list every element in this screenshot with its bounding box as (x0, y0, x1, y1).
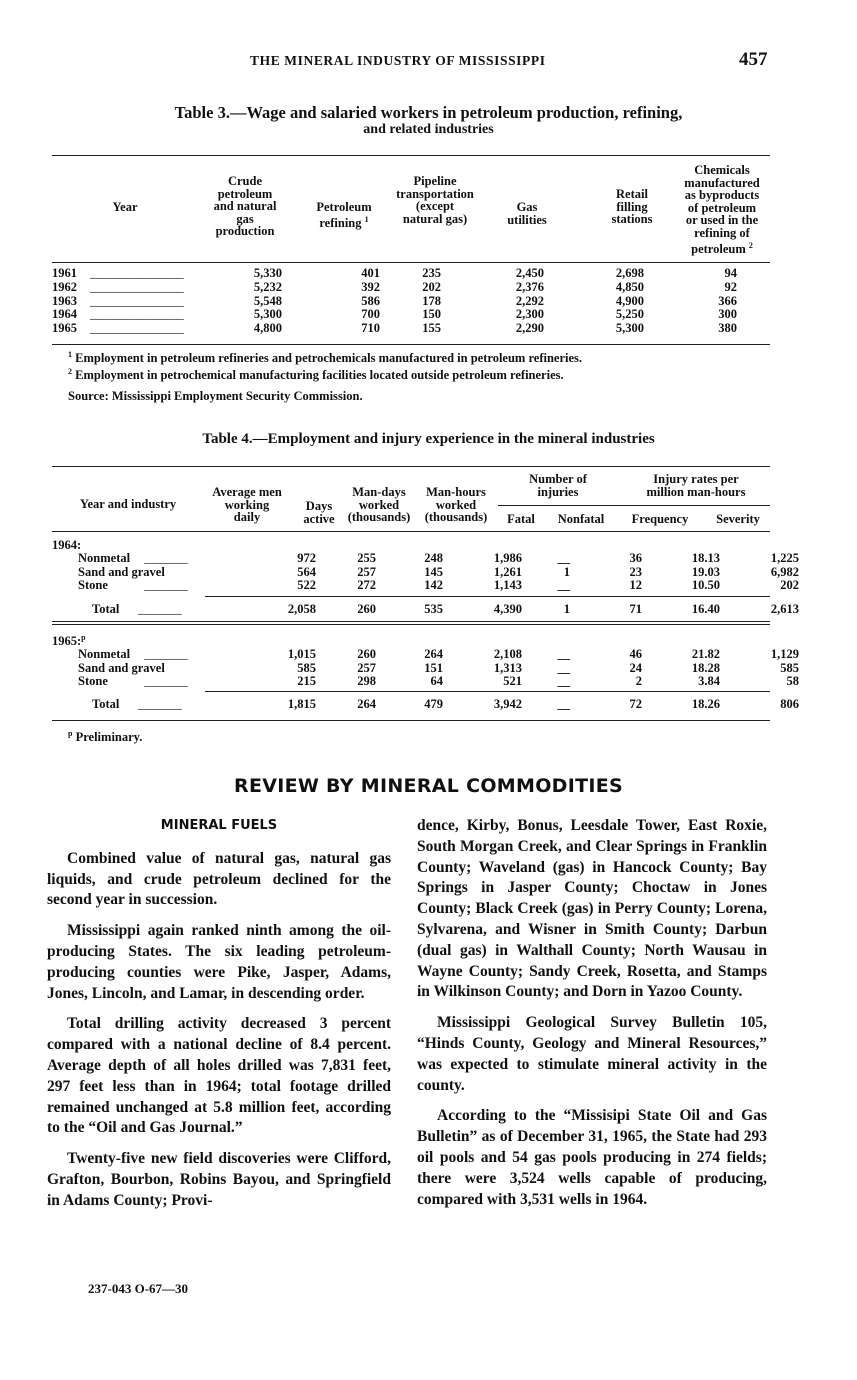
leader-dots: _______________ (90, 266, 184, 280)
hdr-line: working (224, 497, 270, 512)
table3-caption-line2: and related industries (363, 122, 494, 137)
cell-pipeline: 150 (422, 307, 441, 322)
cell-gas: 2,300 (515, 307, 544, 322)
cell-pipeline: 155 (422, 321, 441, 336)
cell-days: 255 (357, 551, 376, 565)
hdr-line: utilities (507, 212, 547, 227)
paragraph: Combined value of natural gas, natural gas liquids, and crude petroleum declined for the second year in succession. (47, 849, 391, 909)
cell-chemicals: 92 (724, 279, 737, 294)
cell-retail: 4,850 (615, 279, 644, 294)
paragraph: dence, Kirby, Bonus, Leesdale Tower, East Roxie, South Morgan Creek, and Clear Springs in Franklin County; Waveland (gas) in Hancock County; Bay Springs in Jasper County; Choctaw in Jones County; Black Creek (gas) in Perry County; Lorena, Sylvarena, and Wisner in Smith County; Darbun (dual gas) in Walthall County; North Wausau in Wayne County; Sandy Creek, Rosetta, and Stamps in Wilkinson County; and Dorn in Yazoo County. (417, 817, 767, 1001)
cell-year: 1965 (52, 321, 77, 336)
table3-header-pipeline (376, 175, 494, 225)
cell-man-hours: 1,261 (493, 564, 522, 579)
cell-chemicals: 366 (718, 293, 737, 308)
cell-nonfatal: 12 (629, 578, 642, 592)
cell-retail: 5,250 (615, 307, 644, 322)
hdr-line: as byproducts (684, 188, 760, 203)
running-head: THE MINERAL INDUSTRY OF MISSISSIPPI (250, 53, 546, 68)
leader-dots: _______________ (90, 307, 184, 322)
cell-industry: Nonmetal (78, 551, 131, 565)
cell-crude: 5,300 (253, 307, 282, 322)
cell-refining: 710 (361, 321, 380, 336)
cell-severity: 6,982 (770, 564, 799, 579)
table4-footnote (68, 727, 142, 744)
hdr-line: Gas (516, 200, 538, 214)
cell-chemicals: 300 (718, 307, 737, 322)
cell-refining: 392 (361, 279, 380, 294)
paragraph: Mississippi Geological Survey Bulletin 105, “Hinds County, Geology and Mineral Resources,” was expected to stimulate mineral activity in the county. (417, 1014, 767, 1094)
table3-header-chemicals (670, 164, 774, 255)
table-row (52, 280, 770, 294)
cell-crude: 4,800 (253, 321, 282, 336)
hdr-line: manufactured (684, 175, 760, 190)
section-title: REVIEW BY MINERAL COMMODITIES (234, 775, 623, 797)
table4-header-man-hours (416, 486, 496, 524)
cell-year: 1962 (52, 279, 77, 294)
table4-header-year-industry: Year and industry (79, 497, 177, 511)
hdr-line (670, 240, 774, 256)
cell-severity: 585 (780, 660, 799, 675)
table3-top-rule (52, 155, 770, 156)
table-row (52, 307, 770, 321)
cell-fatal: __ (557, 647, 570, 661)
cell-men: 972 (297, 551, 316, 565)
cell-days: 260 (357, 602, 376, 616)
table4-header-days (293, 500, 345, 525)
group-year: 1964: (52, 538, 82, 552)
cell-nonfatal: 23 (629, 564, 642, 579)
cell-man-days: 535 (424, 602, 443, 616)
table3-footnote-1 (68, 348, 768, 365)
hdr-line: transportation (396, 186, 474, 201)
hdr-line: daily (233, 510, 261, 525)
table4-header-injuries-group (500, 473, 616, 498)
hdr-line: Man-hours (426, 485, 486, 499)
hdr-line: Injury rates per (653, 472, 739, 486)
leader-dots: _______ (138, 697, 182, 711)
cell-refining: 586 (361, 293, 380, 308)
leader-dots: _______ (144, 578, 188, 592)
table3-footnotes (68, 348, 768, 403)
footnote-text: Employment in petroleum refineries and petrochemicals manufactured in petroleum refineries. (75, 351, 583, 366)
hdr-line: Chemicals (694, 163, 750, 177)
cell-industry: Total (92, 602, 120, 616)
table4-header-man-days (341, 486, 417, 524)
cell-frequency: 18.13 (691, 551, 720, 565)
hdr-line: Retail (616, 187, 648, 201)
cell-severity: 1,225 (770, 551, 799, 565)
cell-industry: Sand and gravel (78, 564, 165, 579)
table-rule (205, 596, 770, 597)
cell-nonfatal: 36 (629, 551, 642, 565)
subsection-title: MINERAL FUELS (160, 818, 278, 833)
leader-dots: _______________ (90, 321, 184, 336)
cell-frequency: 21.82 (691, 647, 720, 661)
table4-header-severity: Severity (716, 512, 760, 526)
table3-bottom-rule (52, 344, 770, 345)
cell-fatal: __ (557, 551, 570, 565)
cell-frequency: 18.26 (691, 697, 720, 711)
cell-frequency: 18.28 (691, 660, 720, 675)
cell-crude: 5,232 (253, 279, 282, 294)
cell-fatal: __ (557, 578, 570, 592)
cell-industry: Total (92, 697, 120, 711)
cell-days: 264 (357, 697, 376, 711)
cell-year: 1961 (52, 266, 77, 280)
cell-pipeline: 178 (422, 293, 441, 308)
table4-header-rates-group (622, 473, 770, 498)
print-code: 237-043 O-67—30 (88, 1281, 189, 1296)
cell-severity: 202 (780, 578, 799, 592)
table-rule (205, 691, 770, 692)
hdr-line: Man-days (352, 485, 406, 499)
table4-group-rule (498, 505, 770, 506)
cell-severity: 2,613 (770, 602, 799, 616)
table3-header-crude (195, 175, 295, 238)
cell-severity: 806 (780, 697, 799, 711)
paragraph: Total drilling activity decreased 3 percent compared with a national decline of 8.4 percent. Average depth of all holes drilled was 7,831 feet, 297 feet less than in 1964; total footage drilled remained unchanged at 5.8 million feet, according to the “Oil and Gas Journal.” (47, 1015, 391, 1137)
hdr-line: of petroleum (687, 200, 757, 215)
hdr-line: stations (611, 212, 653, 227)
page-number: 457 (739, 49, 768, 70)
cell-nonfatal: 24 (629, 660, 642, 675)
cell-man-days: 479 (424, 697, 443, 711)
table3-caption-line1: Table 3.—Wage and salaried workers in petroleum production, refining, (174, 103, 683, 122)
cell-fatal: __ (557, 660, 570, 675)
hdr-line: refining of (694, 225, 750, 240)
cell-chemicals: 94 (724, 266, 737, 280)
table4-header-avg-men (196, 486, 298, 524)
cell-pipeline: 235 (422, 266, 441, 280)
cell-men: 585 (297, 660, 316, 675)
cell-man-days: 64 (430, 674, 443, 688)
cell-industry: Stone (78, 578, 108, 592)
cell-frequency: 16.40 (691, 602, 720, 616)
hdr-line: filling (616, 199, 648, 214)
footnote-mark: 1 (68, 350, 72, 359)
paragraph: Twenty-five new field discoveries were Clifford, Grafton, Bourbon, Robins Bayou, and Springfield in Adams County; Provi- (47, 1150, 391, 1209)
cell-gas: 2,292 (515, 293, 544, 308)
cell-days: 257 (357, 564, 376, 579)
cell-crude: 5,330 (253, 266, 282, 280)
hdr-line: and natural (213, 199, 277, 214)
cell-retail: 4,900 (615, 293, 644, 308)
hdr-text: petroleum (691, 241, 746, 256)
cell-days: 257 (357, 660, 376, 675)
cell-man-days: 248 (424, 551, 443, 565)
cell-gas: 2,290 (515, 321, 544, 336)
leader-dots: _______________ (90, 279, 184, 294)
hdr-line: Days (305, 499, 333, 513)
table-row (52, 578, 799, 592)
cell-man-days: 142 (424, 578, 443, 592)
cell-severity: 58 (786, 674, 799, 688)
table-total-row (52, 602, 799, 616)
leader-dots: _______________ (90, 293, 184, 308)
table-rule (52, 720, 770, 721)
cell-men: 215 (297, 674, 316, 688)
paragraph: Mississippi again ranked ninth among the oil-producing States. The six leading petroleum-producing counties were Pike, Jasper, Adams, Jones, Lincoln, and Lamar, in descending order. (47, 922, 391, 1002)
hdr-text: refining (319, 215, 362, 230)
table4-header-fatal: Fatal (507, 512, 535, 526)
hdr-line: Crude (227, 174, 263, 188)
table3-header-year: Year (112, 200, 138, 214)
cell-man-days: 264 (424, 647, 443, 661)
table-row (52, 564, 799, 579)
cell-year: 1964 (52, 307, 77, 322)
hdr-line: or used in the (685, 213, 759, 228)
table-total-row (52, 697, 799, 711)
cell-man-days: 151 (424, 660, 443, 675)
cell-fatal: 1 (563, 602, 570, 616)
table-row (52, 647, 799, 661)
table3-header-refining (301, 201, 387, 229)
cell-frequency: 3.84 (698, 674, 720, 688)
cell-days: 272 (357, 578, 376, 592)
hdr-line: Pipeline (413, 174, 457, 188)
footnote-ref: 2 (748, 240, 753, 250)
cell-refining: 700 (361, 307, 380, 322)
cell-severity: 1,129 (770, 647, 799, 661)
cell-days: 298 (357, 674, 376, 688)
hdr-line: injuries (537, 484, 579, 499)
hdr-line: petroleum (217, 186, 273, 201)
cell-nonfatal: 72 (629, 697, 642, 711)
table-rule (52, 621, 770, 625)
table4-top-rule (52, 466, 770, 467)
leader-dots: _______ (144, 647, 188, 661)
hdr-line: natural gas) (402, 211, 468, 226)
hdr-line: worked (435, 497, 477, 512)
hdr-line: Petroleum (316, 200, 372, 214)
cell-gas: 2,376 (515, 279, 544, 294)
footnote-ref: 1 (364, 214, 369, 224)
cell-frequency: 19.03 (691, 564, 720, 579)
cell-men: 1,815 (287, 697, 316, 711)
hdr-line: million man-hours (646, 484, 746, 499)
cell-man-hours: 521 (503, 674, 522, 688)
leader-dots: _______ (138, 602, 182, 616)
cell-crude: 5,548 (253, 293, 282, 308)
table-row (52, 294, 770, 308)
table3-caption (0, 104, 857, 138)
cell-men: 1,015 (287, 647, 316, 661)
cell-chemicals: 380 (718, 321, 737, 336)
cell-retail: 5,300 (615, 321, 644, 336)
hdr-line: (thousands) (347, 510, 411, 525)
left-column (47, 816, 391, 1222)
footnote-text: Preliminary. (75, 730, 143, 745)
group-year: 1965: (52, 634, 82, 649)
cell-year: 1963 (52, 293, 77, 308)
cell-days: 260 (357, 647, 376, 661)
table3-header-retail (600, 188, 664, 226)
cell-nonfatal: 46 (629, 647, 642, 661)
hdr-line: production (215, 224, 275, 239)
cell-nonfatal: 2 (635, 674, 642, 688)
cell-gas: 2,450 (515, 266, 544, 280)
cell-men: 564 (297, 564, 316, 579)
hdr-line: Number of (529, 472, 587, 486)
cell-men: 2,058 (287, 602, 316, 616)
hdr-line: worked (358, 497, 400, 512)
cell-man-hours: 3,942 (493, 697, 522, 711)
cell-pipeline: 202 (422, 279, 441, 294)
table-row (52, 674, 799, 688)
cell-fatal: __ (557, 697, 570, 711)
right-column (417, 816, 767, 1220)
hdr-line (301, 214, 387, 230)
cell-industry: Stone (78, 674, 108, 688)
cell-man-hours: 1,143 (493, 578, 522, 592)
hdr-line: (except (415, 199, 455, 214)
cell-man-hours: 1,313 (493, 660, 522, 675)
table3-header-gas (496, 201, 558, 226)
table3-source: Source: Mississippi Employment Security Commission. (68, 389, 363, 404)
table4-header-nonfatal: Nonfatal (557, 512, 605, 526)
cell-men: 522 (297, 578, 316, 592)
table3-footnote-2 (68, 365, 768, 382)
hdr-line: Average men (212, 485, 282, 499)
paragraph: According to the “Missisipi State Oil and Gas Bulletin” as of December 31, 1965, the State had 293 oil pools and 54 gas pools producing in 274 fields; there were 3,524 wells capable of producing, compared with 3,531 wells in 1964. (417, 1107, 767, 1208)
cell-refining: 401 (361, 266, 380, 280)
footnote-ref: p (81, 633, 86, 642)
table4-header-rule (52, 531, 770, 532)
table-row (52, 660, 799, 675)
footnote-mark: 2 (68, 367, 72, 377)
hdr-line: (thousands) (424, 510, 488, 525)
cell-frequency: 10.50 (691, 578, 720, 592)
cell-fatal: 1 (563, 564, 570, 579)
table4-header-frequency: Frequency (631, 512, 689, 526)
hdr-line: gas (236, 211, 254, 226)
hdr-line: active (303, 511, 335, 526)
table3-header-rule (52, 262, 770, 263)
cell-fatal: __ (557, 674, 570, 688)
cell-man-hours: 1,986 (493, 551, 522, 565)
footnote-text: Employment in petrochemical manufacturing facilities located outside petroleum refineries. (75, 368, 564, 383)
cell-industry: Nonmetal (78, 647, 131, 661)
leader-dots: _______ (144, 551, 188, 565)
table-row (52, 266, 770, 280)
cell-man-hours: 2,108 (493, 647, 522, 661)
cell-man-hours: 4,390 (493, 602, 522, 616)
table-row (52, 321, 770, 335)
table-row (52, 551, 799, 565)
footnote-mark: p (68, 729, 73, 738)
cell-man-days: 145 (424, 564, 443, 579)
cell-nonfatal: 71 (629, 602, 642, 616)
cell-retail: 2,698 (615, 266, 644, 280)
table4-caption: Table 4.—Employment and injury experience in the mineral industries (202, 431, 655, 447)
cell-industry: Sand and gravel (78, 660, 165, 675)
leader-dots: _______ (144, 674, 188, 688)
